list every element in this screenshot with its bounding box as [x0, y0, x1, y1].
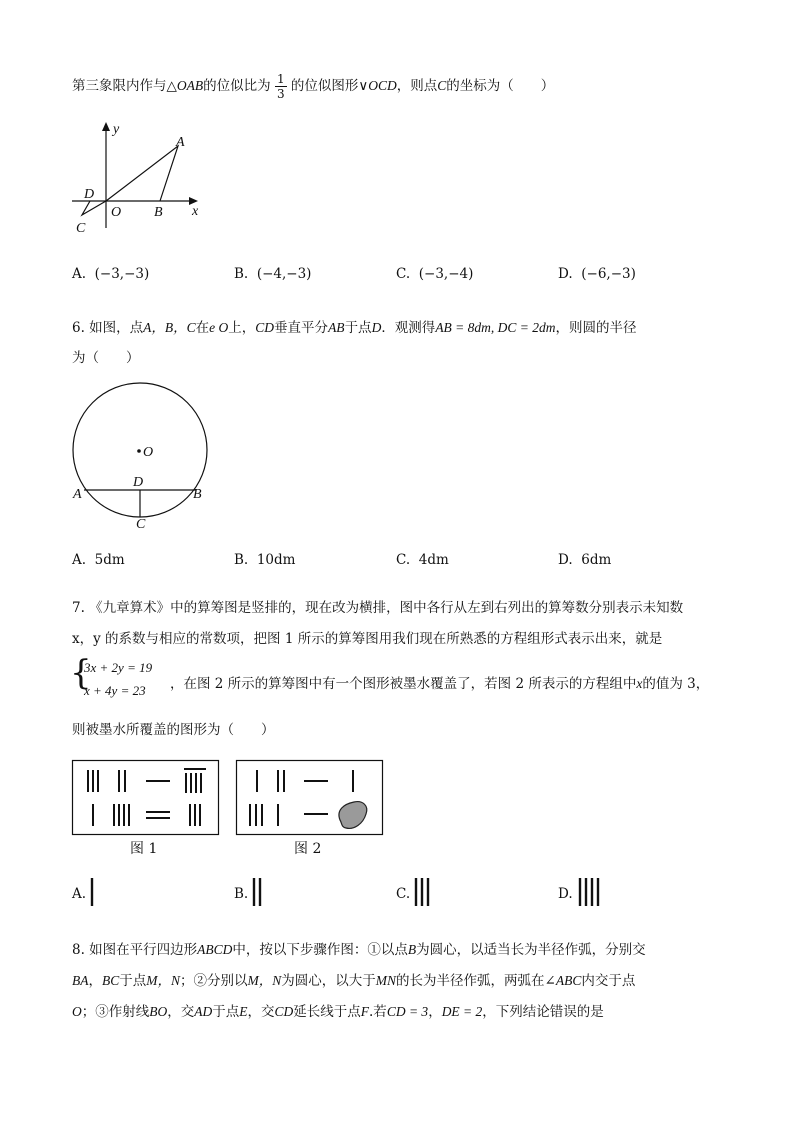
label-d: D [84, 187, 95, 202]
q7-stem-line3: ，在图 2 所示的算筹图中有一个图形被墨水覆盖了，若图 2 所表示的方程组中x的值为 3， [170, 676, 710, 692]
q6-circle-figure [68, 380, 228, 540]
label-o: O [143, 445, 154, 460]
equation-1: 3x + 2y = 19 [84, 660, 153, 675]
label-b: B [154, 205, 163, 220]
figure-1-caption: 图 1 [130, 841, 158, 857]
label-c: C [136, 517, 146, 532]
label-a: A [176, 135, 185, 150]
q7-option-a[interactable]: A. [72, 886, 87, 902]
q6-stem-line1: 6. 如图，点A，B，C在e O上，CD垂直平分AB于点D．观测得AB = 8dm, DC = 2dm，则圆的半径 [72, 320, 637, 336]
label-d: D [133, 475, 144, 490]
q7-option-a-rods [88, 876, 118, 908]
q7-option-d-rods [576, 876, 606, 908]
q7-option-d[interactable]: D. [558, 886, 573, 902]
q5-coordinate-figure [70, 118, 210, 238]
q7-option-b-rods [250, 876, 280, 908]
q6-option-b[interactable]: B. 10dm [234, 552, 296, 568]
q7-stem-line1: 7. 《九章算术》中的算筹图是竖排的，现在改为横排，图中各行从左到右列出的算筹数分别表示未知数 [72, 600, 684, 616]
counting-rods-figure-2 [236, 760, 384, 836]
label-b: B [193, 487, 202, 502]
q7-stem-line2: x，y 的系数与相应的常数项，把图 1 所示的算筹图用我们现在所熟悉的方程组形式表示出来，就是 [72, 631, 663, 647]
label-c: C [76, 221, 86, 236]
system-brace: { [70, 653, 92, 693]
q8-stem-line2: BA，BC于点M，N；②分别以M，N为圆心，以大于MN的长为半径作弧，两弧在∠ABC内交于点 [72, 973, 636, 989]
q6-option-a[interactable]: A. 5dm [72, 552, 125, 568]
q8-stem-line3: O；③作射线BO，交AD于点E，交CD延长线于点F.若CD = 3，DE = 2，下列结论错误的是 [72, 1004, 604, 1020]
counting-rods-figure-1 [72, 760, 220, 836]
q6-stem-line2: 为（ ） [72, 350, 140, 366]
q5-option-d[interactable]: D. (−6,−3) [558, 266, 636, 282]
q7-stem-line4: 则被墨水所覆盖的图形为（ ） [72, 722, 275, 738]
ink-blot [339, 802, 367, 829]
label-x: x [192, 204, 199, 219]
q5-option-c[interactable]: C. (−3,−4) [396, 266, 474, 282]
q5-option-a[interactable]: A. (−3,−3) [72, 266, 150, 282]
label-y: y [113, 122, 120, 137]
q5-option-b[interactable]: B. (−4,−3) [234, 266, 312, 282]
q7-option-c-rods [412, 876, 442, 908]
q6-option-c[interactable]: C. 4dm [396, 552, 449, 568]
q5-stem: 第三象限内作与△OAB的位似比为 $\frac{1}{3}$ 的位似图形∨OCD，则点C的坐标为（ ） [72, 72, 555, 101]
figure-2-caption: 图 2 [294, 841, 322, 857]
q7-option-b[interactable]: B. [234, 886, 249, 902]
q8-stem-line1: 8. 如图在平行四边形ABCD中，按以下步骤作图：①以点B为圆心，以适当长为半径作弧，分别交 [72, 942, 646, 958]
label-o: O [111, 205, 122, 220]
equation-2: x + 4y = 23 [84, 683, 146, 698]
fraction-one-third: $\frac{1}{3}$ [276, 72, 285, 101]
q6-option-d[interactable]: D. 6dm [558, 552, 612, 568]
label-a: A [73, 487, 82, 502]
q7-option-c[interactable]: C. [396, 886, 411, 902]
